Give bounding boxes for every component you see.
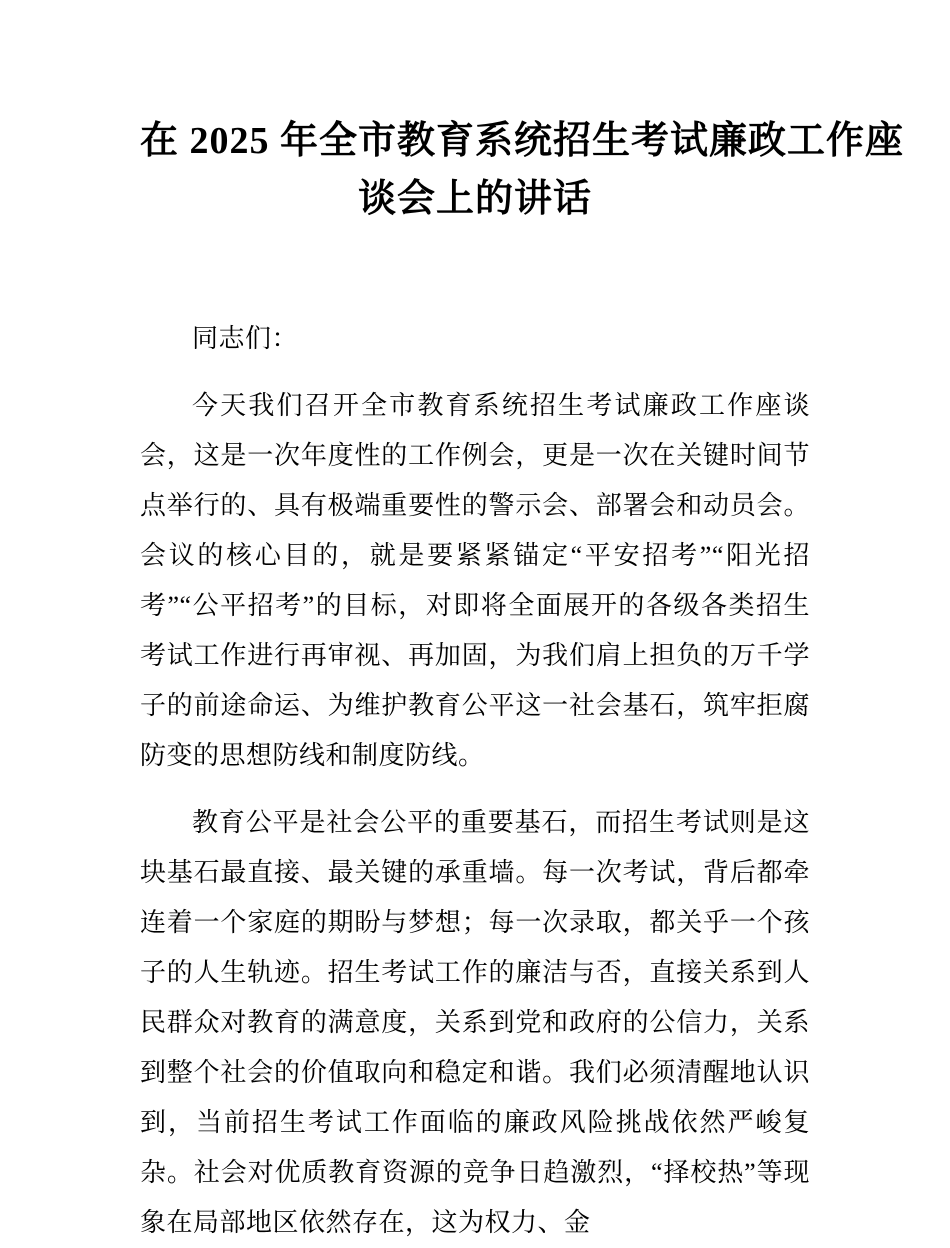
salutation-paragraph: 同志们：: [192, 324, 299, 353]
document-title-line-2: 谈会上的讲话: [357, 178, 592, 220]
body-paragraph-2: 教育公平是社会公平的重要基石，而招生考试则是这块基石最直接、最关键的承重墙。每一次考试，背后都牵连着一个家庭的期盼与梦想；每一次录取，都关乎一个孩子的人生轨迹。招生考试工作的廉洁与否，直接关系到人民群众对教育的满意度，关系到党和政府的公信力，关系到整个社会的价值取向和稳定和谐。我们必须清醒地认识到，当前招生考试工作面临的廉政风险挑战依然严峻复杂。社会对优质教育资源的竞争日趋激烈，“择校热”等现象在局部地区依然存在，这为权力、金: [140, 808, 810, 1237]
document-title-line-1: 在 2025 年全市教育系统招生考试廉政工作座: [140, 120, 905, 162]
document-title: [140, 112, 905, 228]
body-paragraph-1: 今天我们召开全市教育系统招生考试廉政工作座谈会，这是一次年度性的工作例会，更是一次在关键时间节点举行的、具有极端重要性的警示会、部署会和动员会。会议的核心目的，就是要紧紧锚定“平安招考”“阳光招考”“公平招考”的目标，对即将全面展开的各级各类招生考试工作进行再审视、再加固，为我们肩上担负的万千学子的前途命运、为维护教育公平这一社会基石，筑牢拒腐防变的思想防线和制度防线。: [140, 391, 810, 770]
